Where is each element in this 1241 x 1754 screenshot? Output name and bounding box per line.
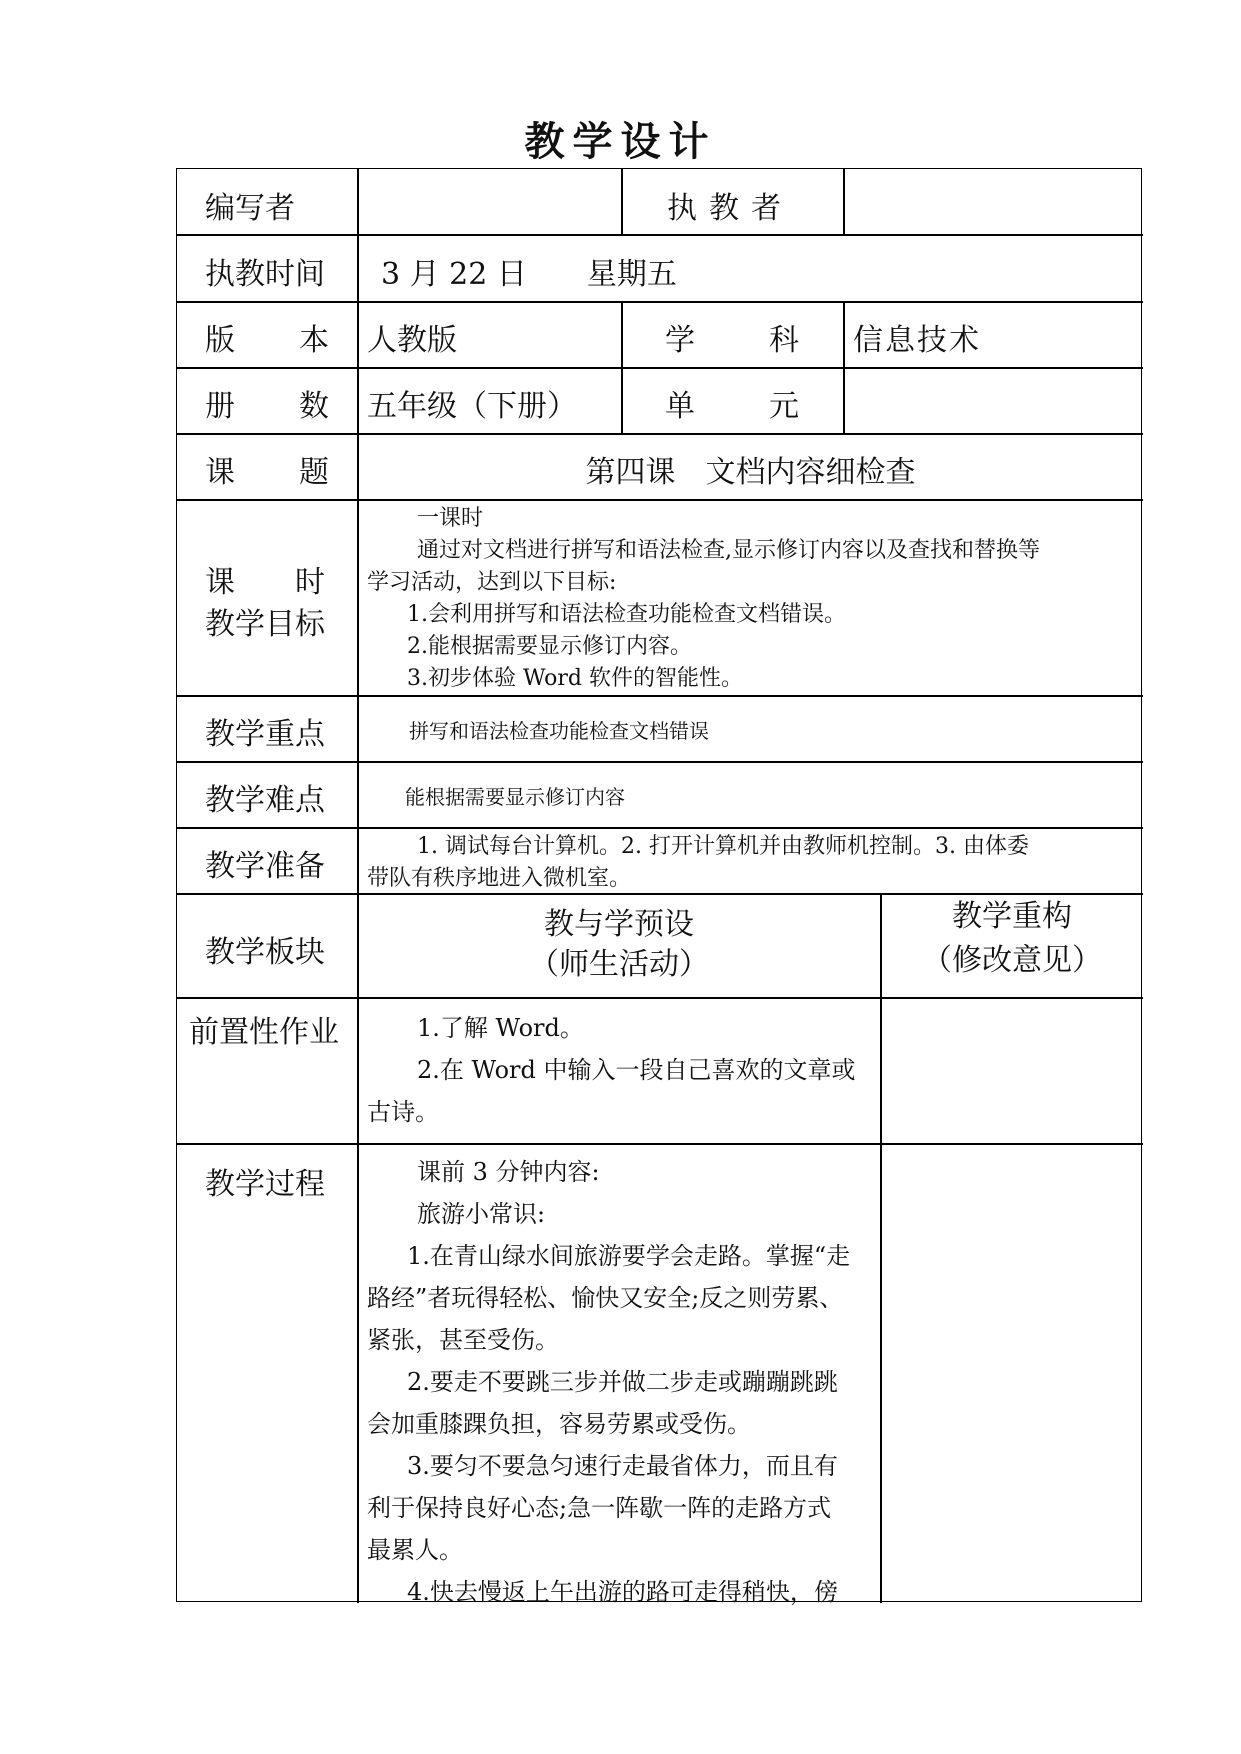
process-line: 2.要走不要跳三步并做二步走或蹦蹦跳跳 xyxy=(407,1368,838,1396)
process-line: 4.快去慢返上午出游的路可走得稍快，傍 xyxy=(407,1578,838,1606)
prework-line: 2.在 Word 中输入一段自己喜欢的文章或 xyxy=(417,1056,856,1084)
time-value: 3 月 22 日 星期五 xyxy=(381,257,677,292)
preparation-line: 1. 调试每台计算机。2. 打开计算机并由教师机控制。3. 由体委 xyxy=(417,834,1029,859)
objectives-line: 3.初步体验 Word 软件的智能性。 xyxy=(407,666,743,691)
teacher-label: 执教者 xyxy=(667,191,793,226)
edition-value: 人教版 xyxy=(367,323,457,358)
edition-label: 版 本 xyxy=(205,323,329,358)
preset-header: 教与学预设 （师生活动） xyxy=(529,907,709,982)
process-line: 旅游小常识: xyxy=(417,1200,546,1228)
process-line: 1.在青山绿水间旅游要学会走路。掌握“走 xyxy=(407,1242,851,1270)
process-line: 最累人。 xyxy=(367,1536,463,1564)
objectives-label: 教学目标 xyxy=(205,607,325,642)
difficulty-value: 能根据需要显示修订内容 xyxy=(405,785,625,809)
volume-value: 五年级（下册） xyxy=(367,389,577,424)
period-label: 课 时 xyxy=(205,565,325,600)
objectives-line: 学习活动，达到以下目标: xyxy=(367,570,617,595)
process-line: 紧张，甚至受伤。 xyxy=(367,1326,559,1354)
rework-header: 教学重构 （修改意见） xyxy=(922,899,1102,978)
objectives-line: 一课时 xyxy=(417,506,484,531)
keypoint-label: 教学重点 xyxy=(205,717,325,752)
objectives-line: 通过对文档进行拼写和语法检查,显示修订内容以及查找和替换等 xyxy=(417,538,1040,563)
volume-label: 册 数 xyxy=(205,389,329,424)
subject-label: 学 科 xyxy=(665,323,799,358)
keypoint-value: 拼写和语法检查功能检查文档错误 xyxy=(409,719,709,743)
objectives-content xyxy=(367,503,1137,695)
unit-label: 单 元 xyxy=(665,389,799,424)
process-line: 3.要匀不要急匀速行走最省体力，而且有 xyxy=(407,1452,838,1480)
process-line: 路经”者玩得轻松、愉快又安全;反之则劳累、 xyxy=(367,1284,844,1312)
prework-line: 古诗。 xyxy=(367,1098,439,1126)
process-line: 会加重膝踝负担，容易劳累或受伤。 xyxy=(367,1410,751,1438)
module-label: 教学板块 xyxy=(205,935,325,970)
objectives-line: 2.能根据需要显示修订内容。 xyxy=(407,634,692,659)
topic-label: 课 题 xyxy=(205,455,329,490)
preparation-line: 带队有秩序地进入微机室。 xyxy=(367,866,632,891)
difficulty-label: 教学难点 xyxy=(205,783,325,818)
preparation-label: 教学准备 xyxy=(205,849,325,884)
topic-value: 第四课 文档内容细检查 xyxy=(585,455,916,490)
process-line: 利于保持良好心态;急一阵歇一阵的走路方式 xyxy=(367,1494,832,1522)
prework-line: 1.了解 Word。 xyxy=(417,1014,584,1042)
process-line: 课前 3 分钟内容: xyxy=(417,1158,600,1186)
prework-label: 前置性作业 xyxy=(189,1015,339,1050)
lesson-plan-table xyxy=(176,168,1142,1606)
time-label: 执教时间 xyxy=(205,257,325,292)
objectives-line: 1.会利用拼写和语法检查功能检查文档错误。 xyxy=(407,602,846,627)
preparation-content xyxy=(367,831,1137,895)
process-content xyxy=(367,1151,877,1613)
author-label: 编写者 xyxy=(205,191,295,226)
subject-value: 信息技术 xyxy=(853,323,981,358)
process-label: 教学过程 xyxy=(205,1167,325,1202)
page-title: 教学设计 xyxy=(524,118,717,165)
prework-content xyxy=(367,1007,872,1133)
